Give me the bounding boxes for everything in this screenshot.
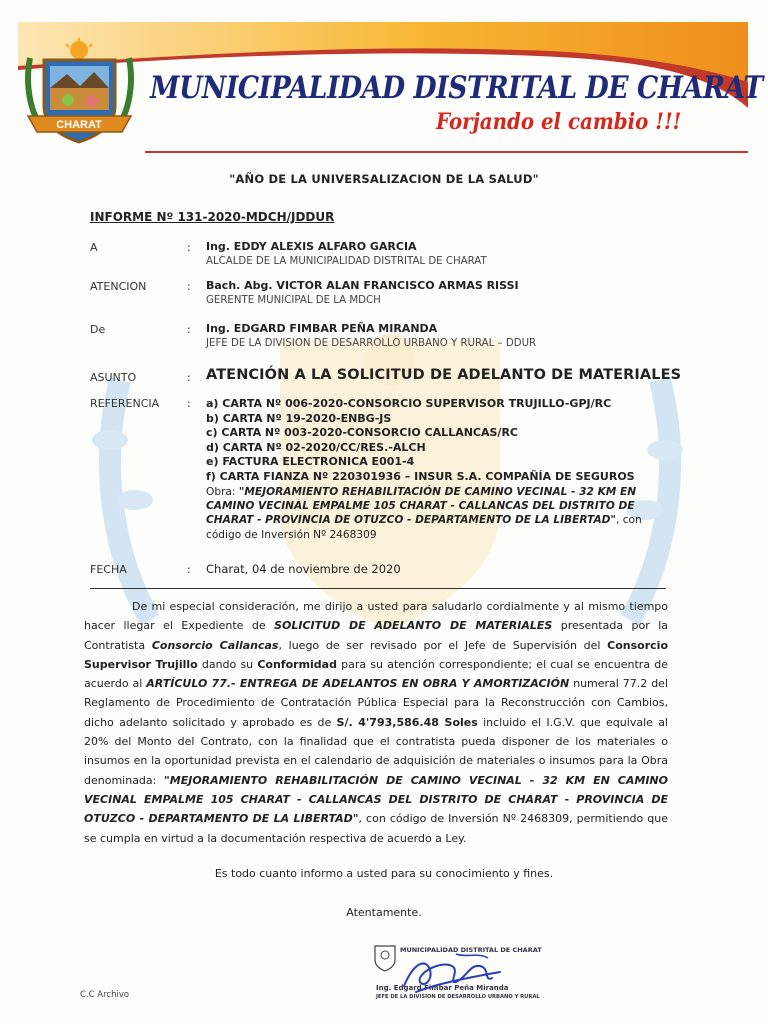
body-text: numeral 77.2 del Reglamento de Procedimiento de Contratación Pública Especial para la Reconstrucción con Cambios, dicho adelanto solicitado y aprobado es de (84, 677, 669, 729)
field-label-atencion: ATENCION (90, 280, 147, 293)
body-text: , con código de Inversión Nº 2468309, permitiendo que se cumpla en virtud a la documentación respectiva de acuerdo a Ley. (84, 812, 668, 845)
project-reference (206, 485, 676, 543)
cc-note: C.C Archivo (80, 990, 130, 1000)
field-label-a: A (90, 241, 98, 254)
reference-list (206, 397, 676, 542)
attention-role: GERENTE MUNICIPAL DE LA MDCH (206, 295, 381, 306)
colon: : (187, 563, 191, 576)
attention-name: Bach. Abg. VICTOR ALAN FRANCISCO ARMAS RISSI (206, 279, 519, 292)
sender-name: Ing. EDGARD FIMBAR PEÑA MIRANDA (206, 322, 438, 335)
stamp-crest-icon (372, 944, 398, 972)
reference-item: c) CARTA Nº 003-2020-CONSORCIO CALLANCAS/RC (206, 426, 518, 440)
reference-item: d) CARTA Nº 02-2020/CC/RES.-ALCH (206, 440, 426, 454)
project-code: , con código de Inversión Nº 2468309 (206, 514, 642, 541)
body-emphasis: SOLICITUD DE ADELANTO DE MATERIALES (274, 619, 553, 633)
field-label-fecha: FECHA (90, 563, 127, 576)
reference-item: a) CARTA Nº 006-2020-CONSORCIO SUPERVISOR TRUJILLO-GPJ/RC (206, 397, 612, 410)
handwritten-signature (396, 948, 506, 998)
body-text: dando su (197, 657, 258, 671)
recipient-name: Ing. EDDY ALEXIS ALFARO GARCIA (206, 240, 417, 253)
municipal-crest-logo (22, 38, 137, 146)
signature-stamp (372, 940, 542, 1006)
report-number: INFORME Nº 131-2020-MDCH/JDDUR (90, 210, 335, 224)
colon: : (187, 323, 191, 336)
body-text: presentada por la Contratista (84, 619, 668, 652)
recipient-role: ALCALDE DE LA MUNICIPALIDAD DISTRITAL DE CHARAT (206, 256, 487, 267)
project-name: "MEJORAMIENTO REHABILITACIÓN DE CAMINO VECINAL - 32 KM EN CAMINO VECINAL EMPALME 105 CHARAT - CALLANCAS DEL DISTRITO DE CHARAT - PROVINCIA DE OTUZCO - DEPARTAMENTO DE LA LIBERTAD" (206, 485, 637, 527)
body-emphasis: Consorcio Supervisor Trujillo (84, 638, 669, 671)
field-label-de: De (90, 323, 106, 336)
divider (90, 588, 666, 589)
colon: : (187, 371, 191, 384)
body-text: , luego de ser revisado por el Jefe de Supervisión del (278, 638, 608, 652)
date-value: Charat, 04 de noviembre de 2020 (206, 562, 401, 576)
stamp-role: JEFE DE LA DIVISION DE DESARROLLO URBANO Y RURAL (376, 994, 540, 1000)
body-emphasis: Conformidad (257, 657, 337, 671)
stamp-name: Ing. Edgard Fimbar Peña Miranda (376, 984, 509, 992)
reference-item: e) FACTURA ELECTRONICA E001-4 (206, 455, 415, 469)
field-value-de (206, 322, 536, 349)
sender-role: JEFE DE LA DIVISION DE DESARROLLO URBANO Y RURAL – DDUR (206, 338, 537, 349)
header-rule (145, 151, 748, 153)
body-emphasis: Consorcio Callancas (151, 638, 279, 652)
reference-item: f) CARTA FIANZA Nº 220301936 – INSUR S.A. COMPAÑÍA DE SEGUROS (206, 469, 635, 483)
field-value-a (206, 240, 487, 267)
colon: : (187, 241, 191, 254)
project-prefix: Obra: (206, 485, 239, 498)
field-label-asunto: ASUNTO (90, 371, 137, 384)
body-text: para su atención correspondiente; el cual se encuentra de acuerdo al (84, 657, 668, 691)
body-text: incluido el I.G.V. que equivale al 20% del Monto del Contrato, con la finalidad que el contratista pueda disponer de los materiales o insumos en la oportunidad prevista en el calendario de adquisición de materiales o insumos para la Obra denominada: (84, 715, 668, 787)
body-emphasis: ARTÍCULO 77.- ENTREGA DE ADELANTOS EN OBRA Y AMORTIZACIÓN (146, 677, 570, 691)
reference-item: b) CARTA Nº 19-2020-ENBG-JS (206, 411, 392, 425)
closing-line: Es todo cuanto informo a usted para su conocimiento y fines. (214, 867, 554, 880)
regards: Atentamente. (346, 906, 422, 919)
body-paragraph (84, 597, 668, 848)
colon: : (187, 280, 191, 293)
stamp-title: MUNICIPALIDAD DISTRITAL DE CHARAT (400, 946, 542, 954)
subject-value: ATENCIÓN A LA SOLICITUD DE ADELANTO DE MATERIALES (206, 367, 682, 383)
year-motto: "AÑO DE LA UNIVERSALIZACION DE LA SALUD" (229, 172, 539, 186)
project-name: "MEJORAMIENTO REHABILITACIÓN DE CAMINO VECINAL - 32 KM EN CAMINO VECINAL EMPALME 105 CHARAT - CALLANCAS DEL DISTRITO DE CHARAT - PROVINCIA DE OTUZCO - DEPARTAMENTO DE LA LIBERTAD" (84, 773, 668, 826)
amount: S/. 4'793,586.48 Soles (336, 715, 478, 729)
body-text: De mi especial consideración, me dirijo a usted para saludarlo cordialmente y al mismo tiempo hacer llegar el Expediente de (84, 600, 668, 633)
field-value-atencion (206, 279, 519, 306)
svg-text:CHARAT: CHARAT (56, 119, 102, 131)
field-label-referencia: REFERENCIA (90, 397, 160, 410)
colon: : (187, 397, 191, 410)
municipality-name: MUNICIPALIDAD DISTRITAL DE CHARAT (150, 70, 763, 106)
slogan: Forjando el cambio !!! (436, 109, 682, 135)
